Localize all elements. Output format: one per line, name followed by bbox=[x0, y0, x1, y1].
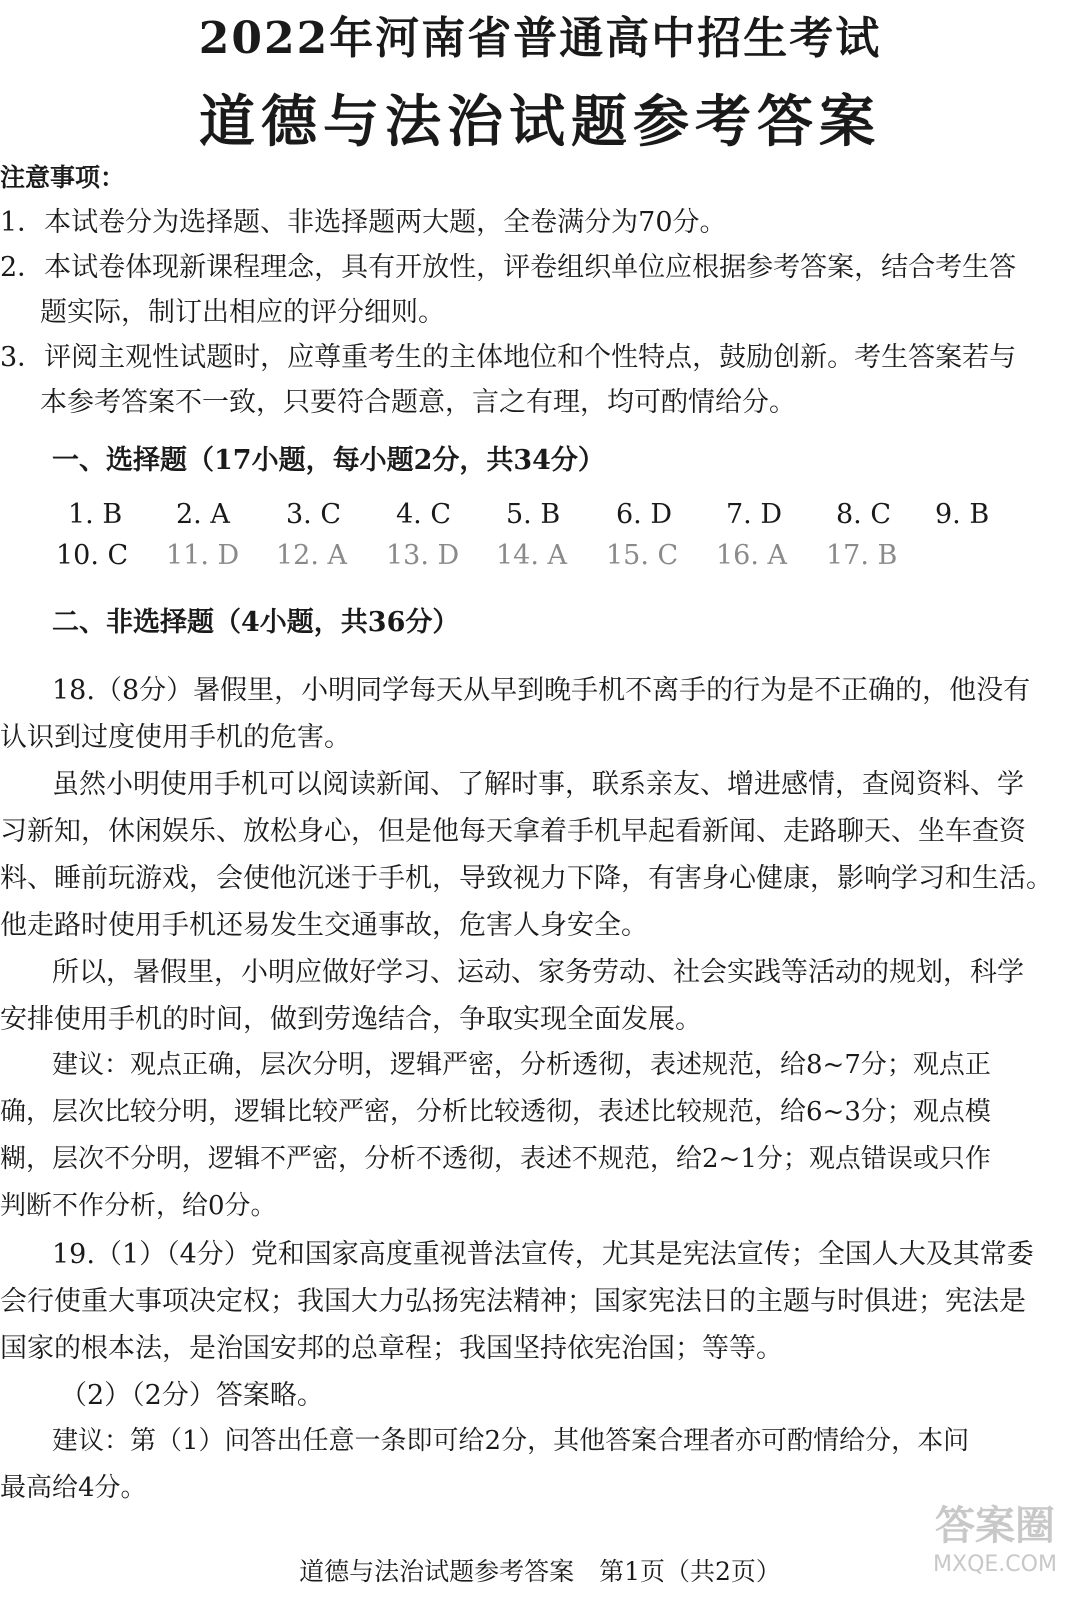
answer-item: 12. A bbox=[276, 540, 348, 571]
answer-item: 9. B bbox=[935, 499, 990, 530]
q19-line-2: 会行使重大事项决定权；我国大力弘扬宪法精神；国家宪法日的主题与时俱进；宪法是 bbox=[0, 1286, 1026, 1317]
q18-line-4: 习新知，休闲娱乐、放松身心，但是他每天拿着手机早起看新闻、走路聊天、坐车查资 bbox=[0, 816, 1026, 847]
answer-item: 6. D bbox=[616, 499, 672, 530]
q18-scoring-2: 确，层次比较分明，逻辑比较严密，分析比较透彻，表述比较规范，给6~3分；观点模 bbox=[0, 1097, 991, 1127]
answer-item: 15. C bbox=[606, 540, 679, 571]
answer-item: 10. C bbox=[56, 540, 129, 571]
page-footer: 道德与法治试题参考答案 第1页（共2页） bbox=[299, 1557, 781, 1586]
answer-item: 1. B bbox=[68, 499, 123, 530]
section-2-heading: 二、非选择题（4小题，共36分） bbox=[52, 607, 460, 638]
q18-scoring-1: 建议：观点正确，层次分明，逻辑严密，分析透彻，表述规范，给8~7分；观点正 bbox=[52, 1050, 991, 1080]
q18-line-5: 料、睡前玩游戏，会使他沉迷于手机，导致视力下降，有害身心健康，影响学习和生活。 bbox=[0, 863, 1053, 894]
notes-heading: 注意事项： bbox=[0, 163, 126, 192]
q18-line-1: 18.（8分）暑假里，小明同学每天从早到晚手机不离手的行为是不正确的，他没有 bbox=[52, 675, 1031, 706]
section-1-heading: 一、选择题（17小题，每小题2分，共34分） bbox=[52, 445, 605, 476]
note-3-line-2: 本参考答案不一致，只要符合题意，言之有理，均可酌情给分。 bbox=[40, 387, 796, 418]
answer-item: 11. D bbox=[166, 540, 240, 571]
answer-item: 13. D bbox=[386, 540, 460, 571]
q18-line-3: 虽然小明使用手机可以阅读新闻、了解时事，联系亲友、增进感情，查阅资料、学 bbox=[52, 769, 1024, 800]
q18-line-8: 安排使用手机的时间，做到劳逸结合，争取实现全面发展。 bbox=[0, 1004, 702, 1035]
answer-item: 14. A bbox=[496, 540, 568, 571]
note-2-line-2: 题实际，制订出相应的评分细则。 bbox=[40, 297, 445, 328]
q19-scoring-1: 建议：第（1）问答出任意一条即可给2分，其他答案合理者亦可酌情给分，本问 bbox=[52, 1426, 970, 1456]
q18-line-2: 认识到过度使用手机的危害。 bbox=[0, 722, 351, 753]
answer-item: 5. B bbox=[506, 499, 561, 530]
note-3-line-1: 3．评阅主观性试题时，应尊重考生的主体地位和个性特点，鼓励创新。考生答案若与 bbox=[0, 342, 1017, 373]
answer-item: 16. A bbox=[716, 540, 788, 571]
watermark-logo: 答案圈 MXQE.COM bbox=[933, 1503, 1057, 1577]
answer-key-title: 道德与法治试题参考答案 bbox=[199, 89, 881, 155]
answer-item: 4. C bbox=[396, 499, 452, 530]
q18-scoring-3: 糊，层次不分明，逻辑不严密，分析不透彻，表述不规范，给2~1分；观点错误或只作 bbox=[0, 1144, 991, 1174]
answer-item: 8. C bbox=[836, 499, 892, 530]
answer-item: 7. D bbox=[726, 499, 782, 530]
answer-item: 17. B bbox=[826, 540, 898, 571]
q19-line-1: 19.（1）（4分）党和国家高度重视普法宣传，尤其是宪法宣传；全国人大及其常委 bbox=[52, 1239, 1034, 1270]
note-1: 1．本试卷分为选择题、非选择题两大题，全卷满分为70分。 bbox=[0, 207, 727, 238]
q19-line-3: 国家的根本法，是治国安邦的总章程；我国坚持依宪治国；等等。 bbox=[0, 1333, 783, 1364]
answer-item: 3. C bbox=[286, 499, 342, 530]
exam-title: 2022年河南省普通高中招生考试 bbox=[198, 13, 882, 64]
q18-line-6: 他走路时使用手机还易发生交通事故，危害人身安全。 bbox=[0, 910, 648, 941]
answer-item: 2. A bbox=[176, 499, 230, 530]
q18-line-7: 所以，暑假里，小明应做好学习、运动、家务劳动、社会实践等活动的规划，科学 bbox=[52, 957, 1024, 988]
q19-line-4: （2）（2分）答案略。 bbox=[60, 1380, 324, 1411]
q18-scoring-4: 判断不作分析，给0分。 bbox=[0, 1191, 277, 1221]
q19-scoring-2: 最高给4分。 bbox=[0, 1473, 147, 1503]
note-2-line-1: 2．本试卷体现新课程理念，具有开放性，评卷组织单位应根据参考答案，结合考生答 bbox=[0, 252, 1017, 283]
